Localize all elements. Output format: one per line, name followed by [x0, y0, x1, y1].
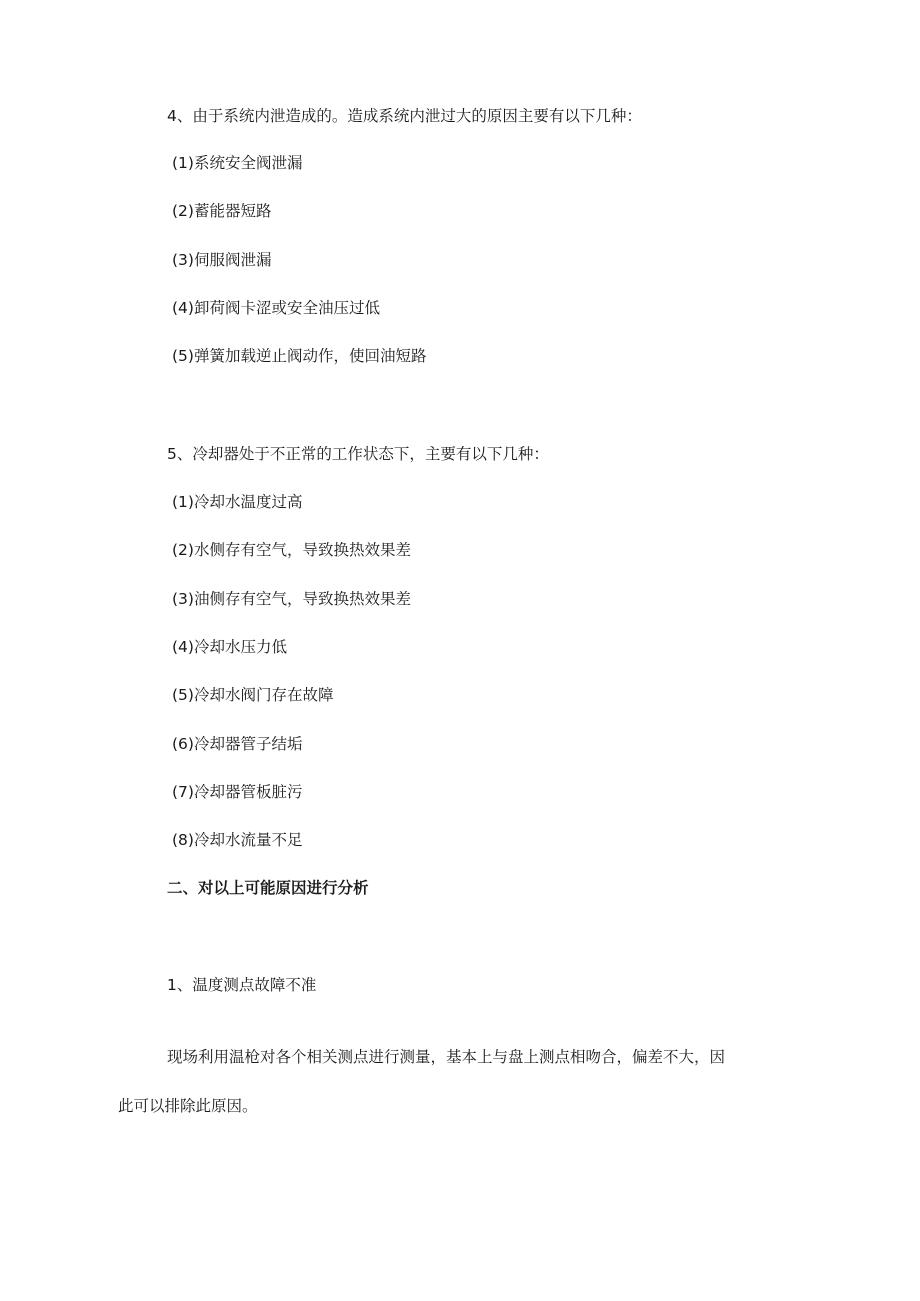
section-5-item-4: (4)冷却水压力低 [172, 638, 287, 656]
section-4-item-2: (2)蓄能器短路 [172, 202, 272, 220]
section-5-item-8: (8)冷却水流量不足 [172, 831, 303, 849]
subsection-1-heading: 1、温度测点故障不准 [167, 976, 317, 994]
section-4-heading: 4、由于系统内泄造成的。造成系统内泄过大的原因主要有以下几种： [167, 107, 642, 125]
section-5-heading: 5、冷却器处于不正常的工作状态下，主要有以下几种： [167, 445, 549, 463]
section-4-item-1: (1)系统安全阀泄漏 [172, 154, 303, 172]
section-4-item-3: (3)伺服阀泄漏 [172, 251, 272, 269]
paragraph-line-1: 现场利用温枪对各个相关测点进行测量，基本上与盘上测点相吻合，偏差不大，因 [167, 1048, 726, 1066]
section-5-item-2: (2)水侧存有空气，导致换热效果差 [172, 541, 411, 559]
paragraph-line-2: 此可以排除此原因。 [118, 1097, 258, 1115]
section-5-item-3: (3)油侧存有空气，导致换热效果差 [172, 590, 411, 608]
part-2-title: 二、对以上可能原因进行分析 [167, 879, 369, 897]
section-4-item-4: (4)卸荷阀卡涩或安全油压过低 [172, 299, 380, 317]
section-5-item-1: (1)冷却水温度过高 [172, 493, 303, 511]
section-4-item-5: (5)弹簧加载逆止阀动作，使回油短路 [172, 347, 427, 365]
section-5-item-7: (7)冷却器管板脏污 [172, 783, 303, 801]
section-5-item-5: (5)冷却水阀门存在故障 [172, 686, 334, 704]
section-5-item-6: (6)冷却器管子结垢 [172, 735, 303, 753]
